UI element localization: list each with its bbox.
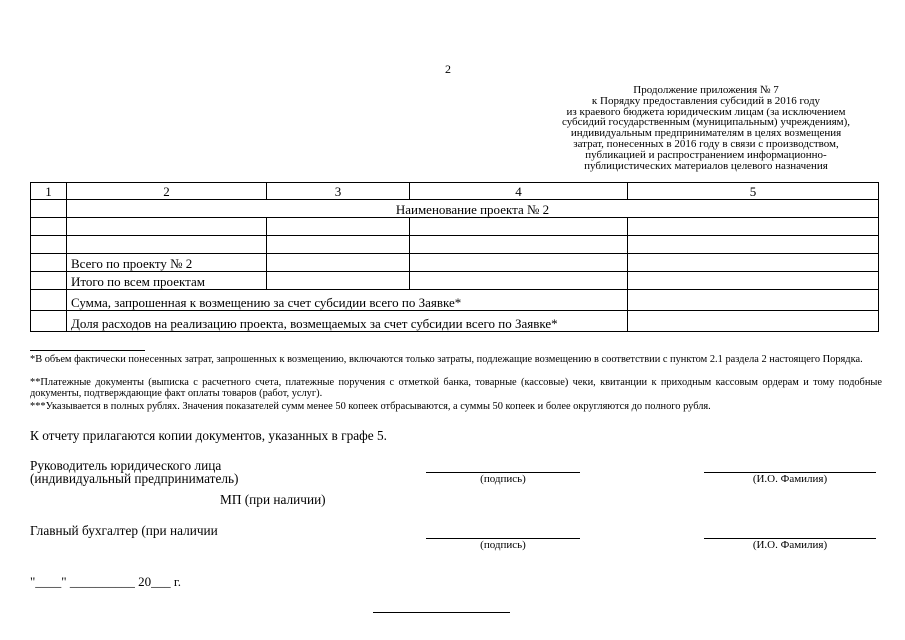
table-cell	[31, 236, 67, 254]
table-cell	[410, 254, 628, 272]
table-cell	[628, 311, 879, 332]
footnote-1: *В объем фактически понесенных затрат, запрошенных к возмещению, включаются только затраты, подлежащие возмещению в соответствии с пунктом 2.1 раздела 2 настоящего Порядка.	[30, 354, 863, 365]
page-number: 2	[445, 62, 451, 76]
total-project-cell: Всего по проекту № 2	[67, 254, 267, 272]
table-row	[31, 290, 879, 311]
column-header: 2	[67, 183, 267, 200]
sum-requested-cell: Сумма, запрошенная к возмещению за счет субсидии всего по Заявке*	[67, 290, 628, 311]
appendix-line: субсидий государственным (муниципальным) учреждениям),	[561, 116, 851, 129]
table-cell	[410, 236, 628, 254]
name-label: (И.О. Фамилия)	[752, 473, 828, 485]
footnote-2: **Платежные документы (выписка с расчетного счета, платежные поручения с отметкой банка, товарные (кассовые) чеки, квитанции к приходным кассовым ордерам и тому подобные документы, подтверждающие факт оплаты товаров (работ, услуг).	[30, 377, 882, 399]
table-row	[31, 236, 879, 254]
report-table	[30, 182, 879, 332]
table-row	[31, 311, 879, 332]
appendix-line: публицистических материалов целевого назначения	[584, 159, 828, 172]
table-row	[31, 272, 879, 290]
table-row	[31, 200, 879, 218]
table-cell	[31, 272, 67, 290]
date-line: "____" __________ 20___ г.	[30, 574, 181, 589]
table-cell	[267, 236, 410, 254]
stamp-label: МП (при наличии)	[220, 492, 326, 507]
bottom-divider	[373, 612, 510, 613]
table-header-row	[31, 183, 879, 200]
table-cell	[267, 254, 410, 272]
head-title-line1: Руководитель юридического лица	[30, 458, 222, 473]
appendix-line: индивидуальным предпринимателям в целях возмещения	[570, 127, 842, 140]
name-label: (И.О. Фамилия)	[752, 539, 828, 551]
table-cell	[31, 200, 67, 218]
table-cell	[31, 218, 67, 236]
appendix-line: из краевого бюджета юридическим лицам (за исключением	[566, 105, 846, 118]
appendix-line: затрат, понесенных в 2016 году в связи с производством,	[573, 137, 839, 150]
column-header: 5	[628, 183, 879, 200]
appendix-heading	[536, 85, 876, 171]
table-cell	[410, 272, 628, 290]
appendix-line: к Порядку предоставления субсидий в 2016 году	[591, 94, 821, 107]
table-cell	[628, 272, 879, 290]
appendix-line: Продолжение приложения № 7	[633, 84, 779, 96]
column-header: 3	[267, 183, 410, 200]
project-name-cell: Наименование проекта № 2	[67, 200, 879, 218]
table-cell	[31, 311, 67, 332]
table-cell	[628, 254, 879, 272]
appendix-line: публикацией и распространением информационно-	[585, 148, 827, 161]
head-title-line2: (индивидуальный предприниматель)	[30, 471, 239, 486]
total-all-cell: Итого по всем проектам	[67, 272, 267, 290]
table-row	[31, 254, 879, 272]
table-cell	[267, 218, 410, 236]
table-cell	[67, 236, 267, 254]
table-cell	[31, 290, 67, 311]
footnote-3: ***Указывается в полных рублях. Значения показателей сумм менее 50 копеек отбрасываются, а суммы 50 копеек и более округляются до полного рубля.	[30, 401, 711, 412]
chief-accountant-title: Главный бухгалтер (при наличии	[30, 523, 218, 538]
table-cell	[628, 236, 879, 254]
table-cell	[410, 218, 628, 236]
signature-label: (подпись)	[480, 539, 526, 551]
signature-label: (подпись)	[480, 473, 526, 485]
table-cell	[67, 218, 267, 236]
table-cell	[628, 290, 879, 311]
column-header: 1	[31, 183, 67, 200]
table-cell	[31, 254, 67, 272]
table-row	[31, 218, 879, 236]
share-expenses-cell: Доля расходов на реализацию проекта, возмещаемых за счет субсидии всего по Заявке*	[67, 311, 628, 332]
table-cell	[267, 272, 410, 290]
table-cell	[628, 218, 879, 236]
attachments-note: К отчету прилагаются копии документов, указанных в графе 5.	[30, 428, 387, 443]
column-header: 4	[410, 183, 628, 200]
footnote-divider	[30, 350, 145, 351]
